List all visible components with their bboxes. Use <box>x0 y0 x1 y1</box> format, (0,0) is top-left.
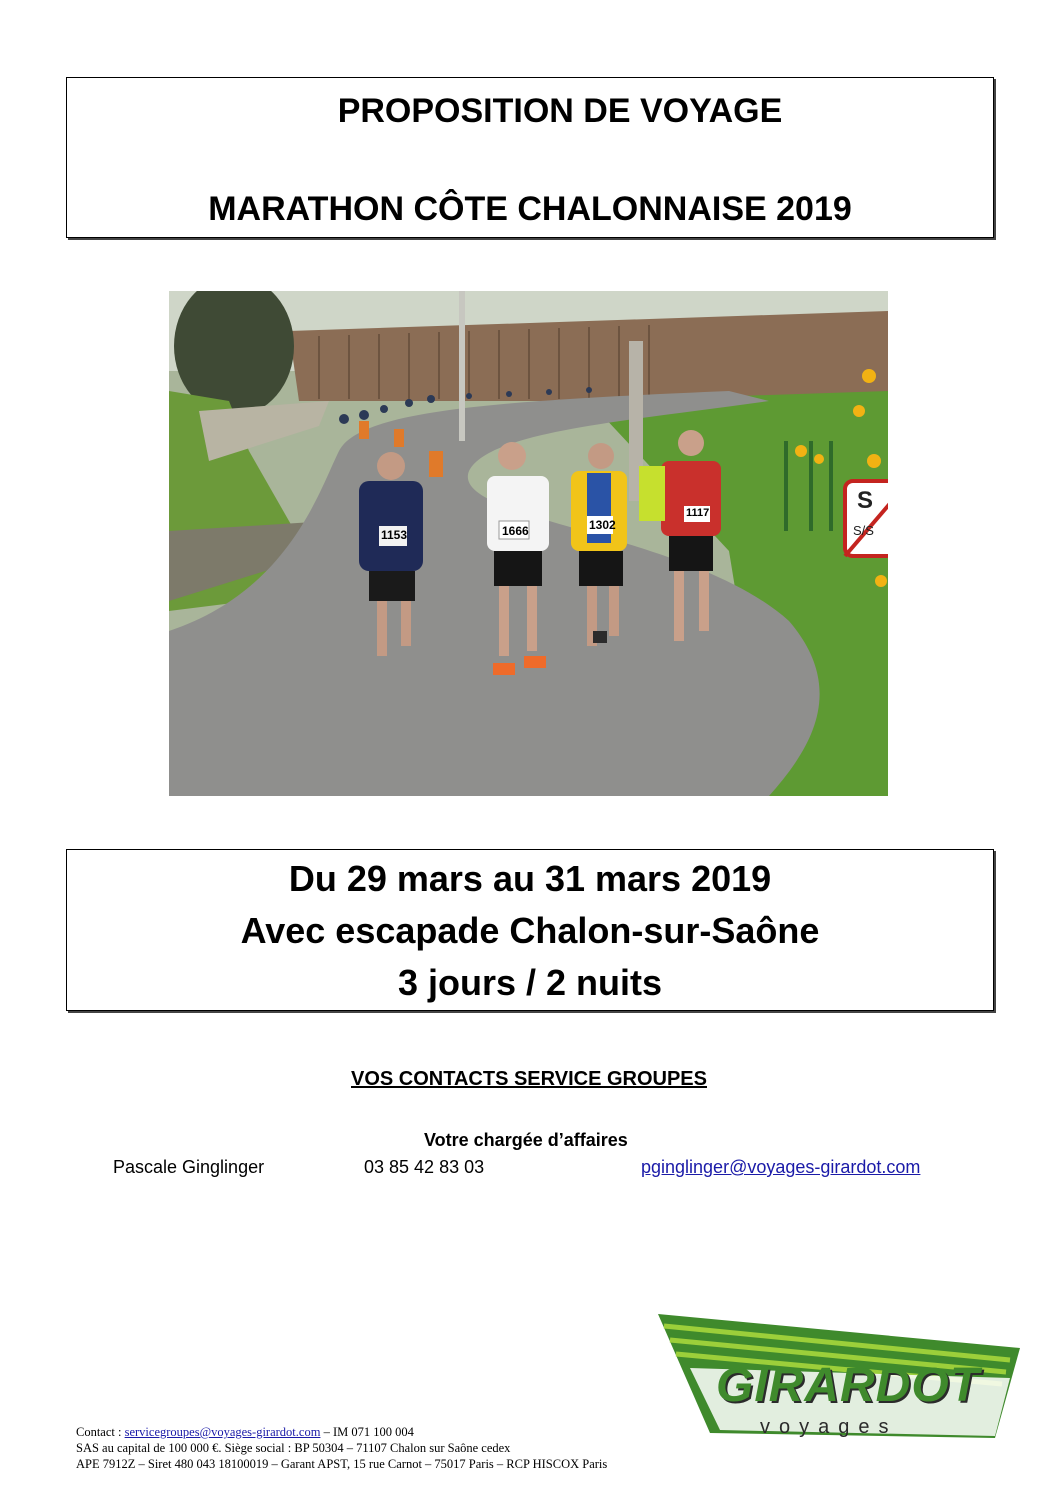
bib-number: 1153 <box>381 528 408 542</box>
trip-duration: 3 jours / 2 nuits <box>397 962 663 1003</box>
logo-subtitle: voyages <box>760 1416 898 1438</box>
bib-number: 1302 <box>589 518 616 532</box>
marathon-photo <box>169 291 888 796</box>
title-box <box>66 77 994 238</box>
footer-company-line: SAS au capital de 100 000 €. Siège social : BP 50304 – 71107 Chalon sur Saône cedex <box>76 1441 511 1455</box>
footer-contact-label: Contact : <box>76 1425 125 1439</box>
road-sign-subtext: S/S <box>853 523 874 538</box>
footer-registration-line: APE 7912Z – Siret 480 043 18100019 – Garant APST, 15 rue Carnot – 75017 Paris – RCP HISCOX Paris <box>76 1457 608 1471</box>
road-sign-text: S <box>857 487 874 514</box>
event-title: MARATHON CÔTE CHALONNAISE 2019 <box>208 190 852 228</box>
trip-escapade: Avec escapade Chalon-sur-Saône <box>240 910 820 951</box>
footer <box>76 1424 607 1472</box>
bib-number: 1117 <box>686 507 710 519</box>
girardot-logo <box>650 1308 1040 1448</box>
contact-email-link[interactable]: pginglinger@voyages-girardot.com <box>641 1157 921 1177</box>
contacts-heading: VOS CONTACTS SERVICE GROUPES <box>351 1068 707 1090</box>
trip-dates-box <box>66 849 994 1011</box>
footer-contact-line <box>76 1424 607 1440</box>
contact-role: Votre chargée d’affaires <box>424 1130 628 1150</box>
trip-dates: Du 29 mars au 31 mars 2019 <box>288 858 772 899</box>
bib-number: 1666 <box>502 524 529 538</box>
document-title: PROPOSITION DE VOYAGE <box>337 92 783 130</box>
logo-brand: GIRARDOT <box>716 1359 980 1412</box>
contact-name: Pascale Ginglinger <box>113 1157 265 1177</box>
footer-email-link[interactable]: servicegroupes@voyages-girardot.com <box>124 1425 321 1439</box>
contact-phone: 03 85 42 83 03 <box>364 1157 485 1177</box>
footer-im-number: – IM 071 100 004 <box>320 1425 414 1439</box>
